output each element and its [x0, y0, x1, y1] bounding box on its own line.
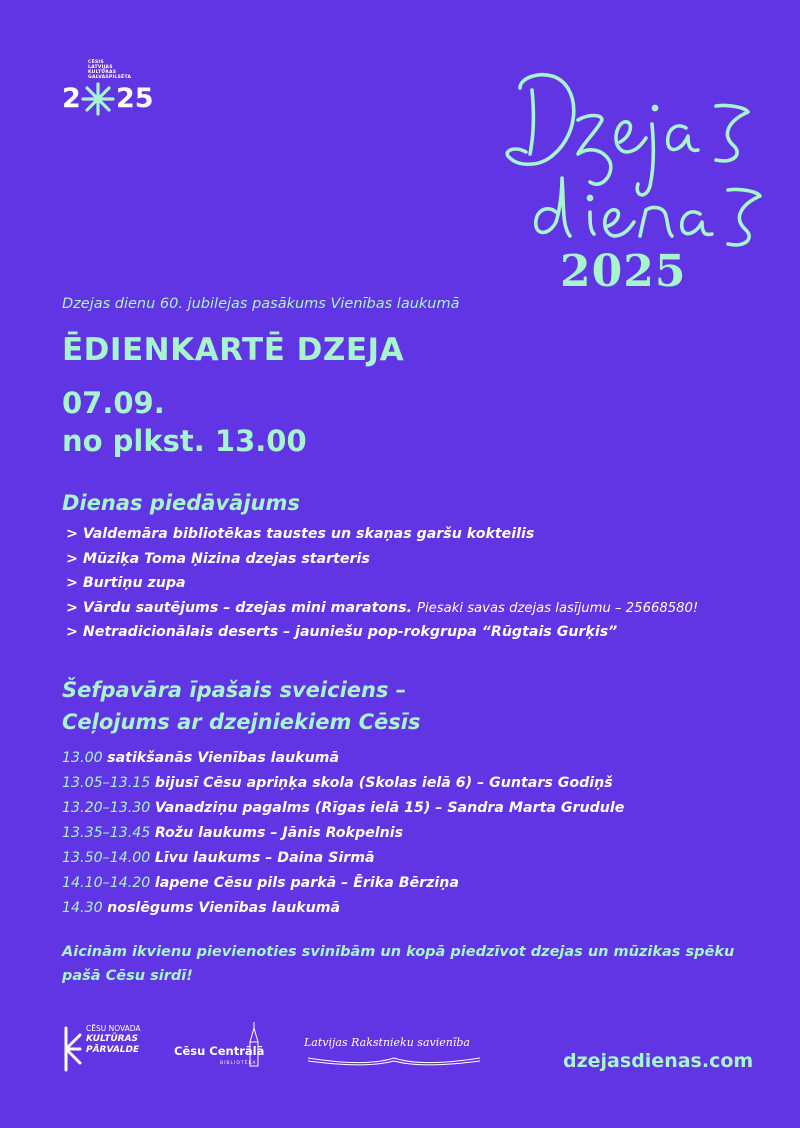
- website-link[interactable]: dzejasdienas.com: [563, 1050, 754, 1072]
- list-item: [66, 549, 698, 574]
- schedule-item: [62, 748, 624, 773]
- invitation-line: pašā Cēsu sirdī!: [62, 968, 193, 984]
- schedule-item: [62, 873, 624, 898]
- kp-logo-text: [86, 1023, 141, 1056]
- invitation-text: [62, 940, 752, 988]
- schedule-time: 13.50–14.00: [62, 850, 151, 866]
- offer-item-text: > Mūziķa Toma Ņizina dzejas starteris: [66, 550, 370, 567]
- kp-arrow-icon: [62, 1026, 82, 1072]
- schedule-list: [62, 748, 624, 923]
- cesis-logo-text: CĒSIS: [88, 60, 104, 65]
- dzejas-dienas-script-lettering: [490, 50, 790, 250]
- offer-item-text: > Vārdu sautējums – dzejas mini maratons.: [66, 599, 413, 616]
- schedule-item: [62, 848, 624, 873]
- schedule-desc: Rožu laukums – Jānis Rokpelnis: [154, 825, 404, 841]
- ccb-name: Cēsu Centrālā: [174, 1044, 265, 1058]
- cesis-logo-digits: 25: [116, 83, 154, 114]
- cesis-2025-logo: [62, 60, 162, 120]
- list-item: [66, 598, 698, 623]
- schedule-item: [62, 798, 624, 823]
- offer-item-text: > Burtiņu zupa: [66, 575, 186, 591]
- schedule-item: [62, 823, 624, 848]
- cesis-logo-digit: 2: [62, 83, 81, 114]
- list-item: [66, 622, 698, 647]
- offer-list: [66, 524, 698, 647]
- event-subtitle: Dzejas dienu 60. jubilejas pasākums Vienības laukumā: [62, 296, 460, 312]
- offer-heading: Dienas piedāvājums: [62, 491, 300, 515]
- schedule-item: [62, 773, 624, 798]
- offer-item-text: > Valdemāra bibliotēkas taustes un skaņas garšu kokteilis: [66, 526, 535, 542]
- kulturas-parvalde-logo: [62, 1020, 172, 1076]
- schedule-desc: lapene Cēsu pils parkā – Ērika Bērziņa: [154, 875, 459, 891]
- schedule-desc: Līvu laukums – Daina Sirmā: [154, 850, 375, 866]
- event-title: ĒDIENKARTĒ DZEJA: [62, 332, 405, 368]
- lrs-name: Latvijas Rakstnieku savienība: [304, 1036, 470, 1049]
- kp-line: CĒSU NOVADA: [86, 1024, 141, 1033]
- schedule-item: [62, 898, 624, 923]
- list-item: [66, 573, 698, 598]
- cesis-logo-text: KULTŪRAS: [88, 70, 117, 75]
- asterisk-star-icon: [81, 82, 115, 116]
- chef-heading-line: Ceļojums ar dzejniekiem Cēsīs: [62, 710, 421, 734]
- event-time: no plkst. 13.00: [62, 424, 307, 458]
- kp-line: KULTŪRAS: [86, 1034, 139, 1044]
- rakstnieku-savieniba-logo: [304, 1030, 484, 1070]
- open-book-icon: [306, 1054, 482, 1066]
- event-date: 07.09.: [62, 386, 165, 420]
- schedule-desc: satikšanās Vienības laukumā: [107, 750, 340, 766]
- schedule-time: 13.35–13.45: [62, 825, 151, 841]
- chef-heading: [62, 674, 421, 738]
- year-label: 2025: [560, 246, 687, 297]
- cesis-logo-text: GALVASPILSĒTA: [88, 75, 132, 80]
- invitation-line: Aicinām ikvienu pievienoties svinībām un kopā piedzīvot dzejas un mūzikas spēku: [62, 944, 735, 960]
- ccb-sub: BIBLIOTĒKA: [220, 1061, 257, 1066]
- kp-line: PĀRVALDE: [86, 1045, 140, 1055]
- schedule-desc: noslēgums Vienības laukumā: [107, 900, 341, 916]
- chef-heading-line: Šefpavāra īpašais sveiciens –: [62, 678, 407, 702]
- offer-item-text: > Netradicionālais deserts – jauniešu pop-rokgrupa “Rūgtais Gurķis”: [66, 624, 618, 640]
- cesu-centrala-biblioteka-logo: [174, 1020, 284, 1076]
- schedule-time: 13.05–13.15: [62, 775, 151, 791]
- offer-item-note: Piesaki savas dzejas lasījumu – 25668580!: [417, 600, 699, 616]
- schedule-time: 14.30: [62, 900, 103, 916]
- schedule-desc: bijusī Cēsu apriņķa skola (Skolas ielā 6) – Guntars Godiņš: [154, 775, 613, 791]
- cesis-logo-text: LATVIJAS: [88, 65, 113, 70]
- list-item: [66, 524, 698, 549]
- schedule-time: 14.10–14.20: [62, 875, 151, 891]
- dzejas-dienas-title: [490, 50, 790, 310]
- schedule-time: 13.00: [62, 750, 103, 766]
- schedule-desc: Vanadziņu pagalms (Rīgas ielā 15) – Sandra Marta Grudule: [154, 800, 625, 816]
- schedule-time: 13.20–13.30: [62, 800, 151, 816]
